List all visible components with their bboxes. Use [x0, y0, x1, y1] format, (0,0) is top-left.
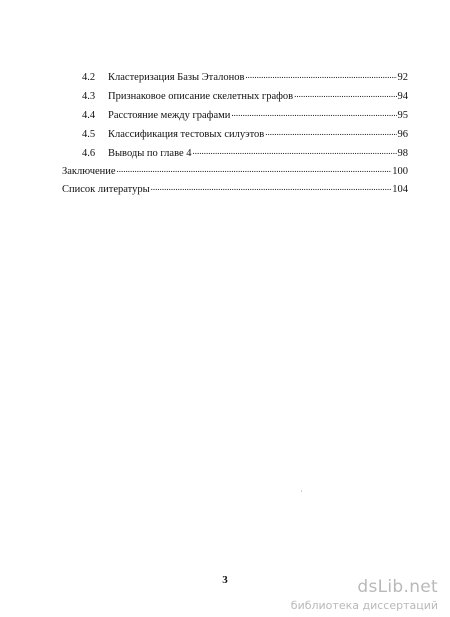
- toc-entry-number: 4.5: [82, 129, 96, 140]
- toc-dot-leader: [231, 108, 396, 118]
- toc-dot-leader: [117, 164, 392, 174]
- toc-entry-4-3[interactable]: [82, 89, 408, 103]
- watermark: [258, 578, 438, 612]
- toc-entry-conclusion[interactable]: [62, 164, 408, 178]
- toc-entry-page: 104: [392, 184, 408, 195]
- toc-entry-number: 4.3: [82, 91, 96, 102]
- toc-entry-page: 96: [397, 129, 408, 140]
- scan-speck: [301, 490, 302, 492]
- toc-dot-leader: [193, 146, 397, 156]
- toc-entry-page: 94: [397, 91, 408, 102]
- toc-entry-4-6[interactable]: [82, 146, 408, 160]
- watermark-logo: dsLib.net: [357, 577, 438, 597]
- watermark-subtitle: библиотека диссертаций: [290, 599, 438, 612]
- toc-dot-leader: [294, 89, 396, 99]
- toc-entry-number: 4.6: [82, 148, 96, 159]
- toc-entry-page: 95: [397, 110, 408, 121]
- toc-entry-title: Заключение: [62, 166, 116, 177]
- toc-dot-leader: [245, 70, 396, 80]
- toc-entry-title: Выводы по главе 4: [108, 148, 192, 159]
- toc-entry-title: Кластеризация Базы Эталонов: [108, 72, 245, 83]
- toc-entry-title: Классификация тестовых силуэтов: [108, 129, 265, 140]
- toc-entry-page: 92: [397, 72, 408, 83]
- toc-entry-number: 4.2: [82, 72, 96, 83]
- toc-entry-references[interactable]: [62, 182, 408, 196]
- toc-entry-number: 4.4: [82, 110, 96, 121]
- toc-entry-title: Расстояние между графами: [108, 110, 231, 121]
- toc-entry-title: Признаковое описание скелетных графов: [108, 91, 294, 102]
- toc-entry-page: 98: [397, 148, 408, 159]
- toc-entry-title: Список литературы: [62, 184, 150, 195]
- toc-entry-4-2[interactable]: [82, 70, 408, 84]
- toc-entry-4-4[interactable]: [82, 108, 408, 122]
- toc-entry-4-5[interactable]: [82, 127, 408, 141]
- page-number: 3: [222, 574, 228, 586]
- toc-dot-leader: [151, 182, 392, 192]
- toc-entry-page: 100: [392, 166, 408, 177]
- toc-dot-leader: [265, 127, 396, 137]
